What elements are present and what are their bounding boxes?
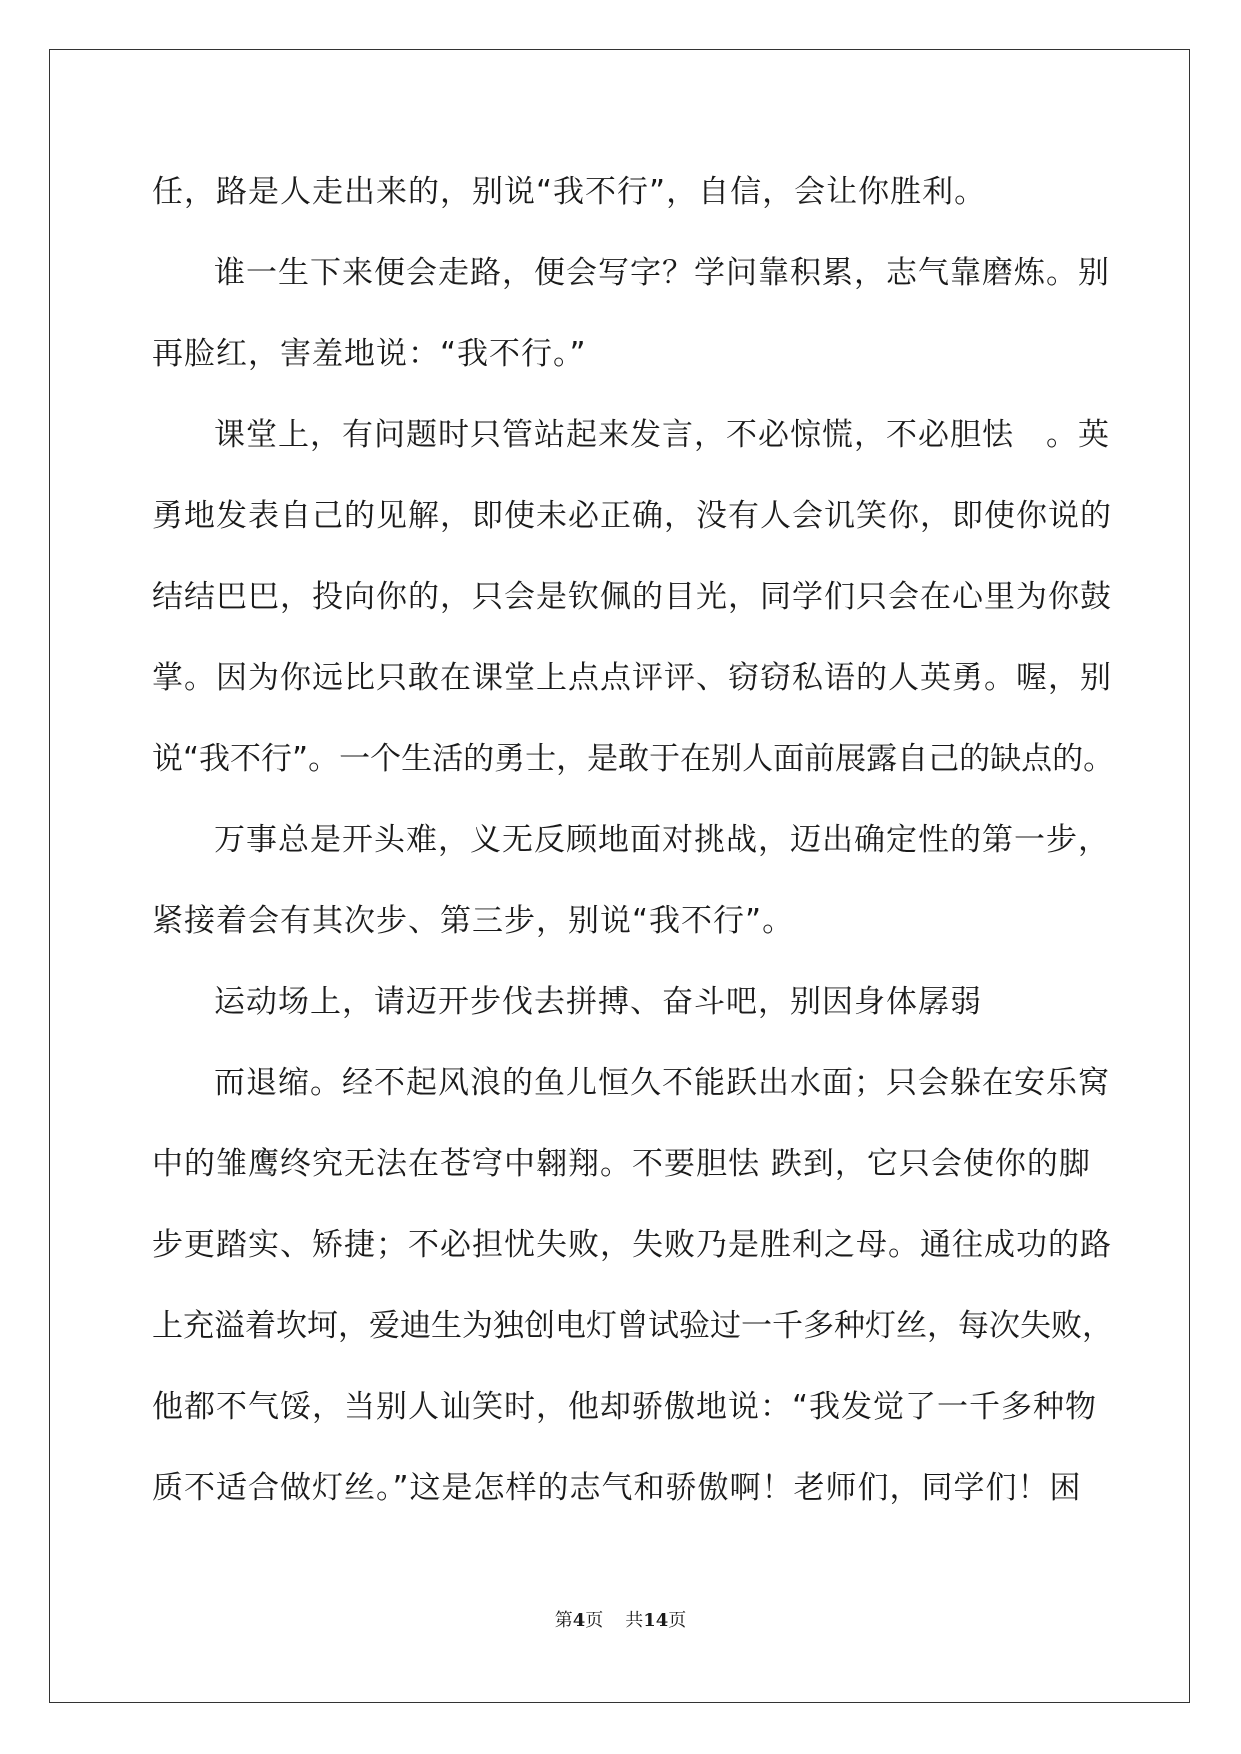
text-line: 结结巴巴，投向你的，只会是钦佩的目光，同学们只会在心里为你鼓 [152, 579, 1112, 615]
total-prefix: 共 [625, 1610, 644, 1631]
text-line: 中的雏鹰终究无法在苍穹中翱翔。不要胆怯 跌到，它只会使你的脚 [152, 1146, 1091, 1182]
text-line: 说“我不行”。一个生活的勇士，是敢于在别人面前展露自己的缺点的。 [152, 741, 1115, 777]
text-line: 任，路是人走出来的，别说“我不行”，自信，会让你胜利。 [152, 174, 987, 210]
page-border [49, 49, 1190, 1703]
text-line: 质不适合做灯丝。”这是怎样的志气和骄傲啊！老师们，同学们！困 [152, 1470, 1082, 1506]
text-line: 他都不气馁，当别人讪笑时，他却骄傲地说：“我发觉了一千多种物 [152, 1389, 1098, 1425]
page-prefix: 第 [554, 1610, 573, 1631]
page-suffix: 页 [585, 1610, 604, 1631]
text-line: 万事总是开头难，义无反顾地面对挑战，迈出确定性的第一步， [214, 822, 1110, 858]
page-current: 4 [572, 1610, 586, 1631]
page-footer [0, 1610, 1241, 1632]
text-line: 紧接着会有其次步、第三步，别说“我不行”。 [152, 903, 795, 939]
text-line: 勇地发表自己的见解，即使未必正确，没有人会讥笑你，即使你说的 [152, 498, 1112, 534]
text-line: 掌。因为你远比只敢在课堂上点点评评、窃窃私语的人英勇。喔，别 [152, 660, 1112, 696]
total-suffix: 页 [668, 1610, 687, 1631]
text-line: 运动场上，请迈开步伐去拼搏、奋斗吧，别因身体孱弱 [214, 984, 982, 1020]
text-line: 而退缩。经不起风浪的鱼儿恒久不能跃出水面；只会躲在安乐窝 [214, 1065, 1110, 1101]
page-total: 14 [643, 1610, 669, 1631]
text-line: 上充溢着坎坷，爱迪生为独创电灯曾试验过一千多种灯丝，每次失败， [152, 1308, 1113, 1344]
text-line: 课堂上，有问题时只管站起来发言，不必惊慌，不必胆怯 。英 [214, 417, 1110, 453]
text-line: 谁一生下来便会走路，便会写字？学问靠积累，志气靠磨炼。别 [214, 255, 1110, 291]
text-line: 步更踏实、矫捷；不必担忧失败，失败乃是胜利之母。通往成功的路 [152, 1227, 1112, 1263]
text-line: 再脸红，害羞地说：“我不行。” [152, 336, 587, 372]
